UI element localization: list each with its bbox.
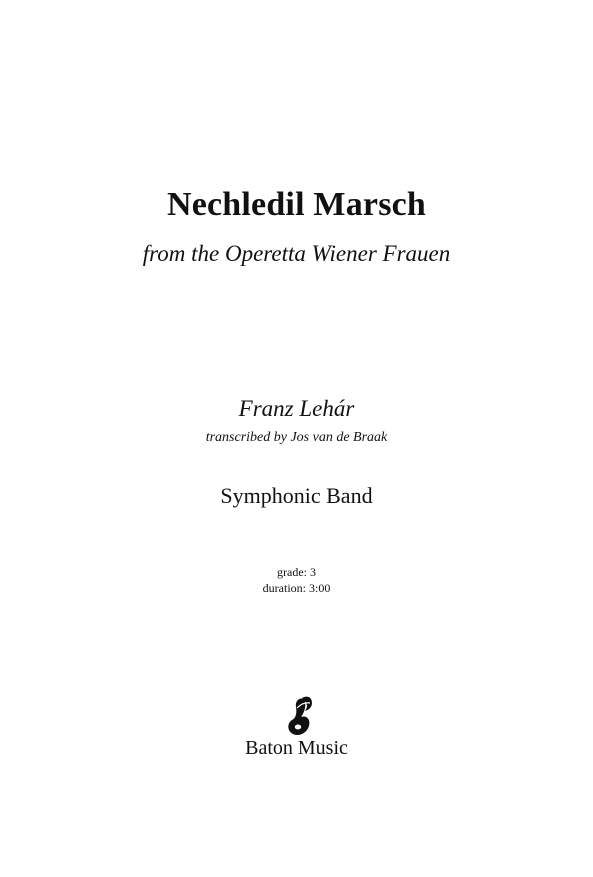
baton-music-logo-icon (281, 693, 317, 737)
composer-name: Franz Lehár (238, 396, 355, 421)
arranger-credit: transcribed by Jos van de Braak (205, 430, 388, 445)
piece-title: Nechledil Marsch (166, 186, 427, 223)
publisher-name: Baton Music (245, 737, 348, 759)
duration-info: duration: 3:00 (262, 581, 331, 595)
grade-info: grade: 3 (277, 565, 316, 579)
ensemble-type: Symphonic Band (220, 483, 373, 508)
piece-subtitle: from the Operetta Wiener Frauen (142, 241, 451, 266)
